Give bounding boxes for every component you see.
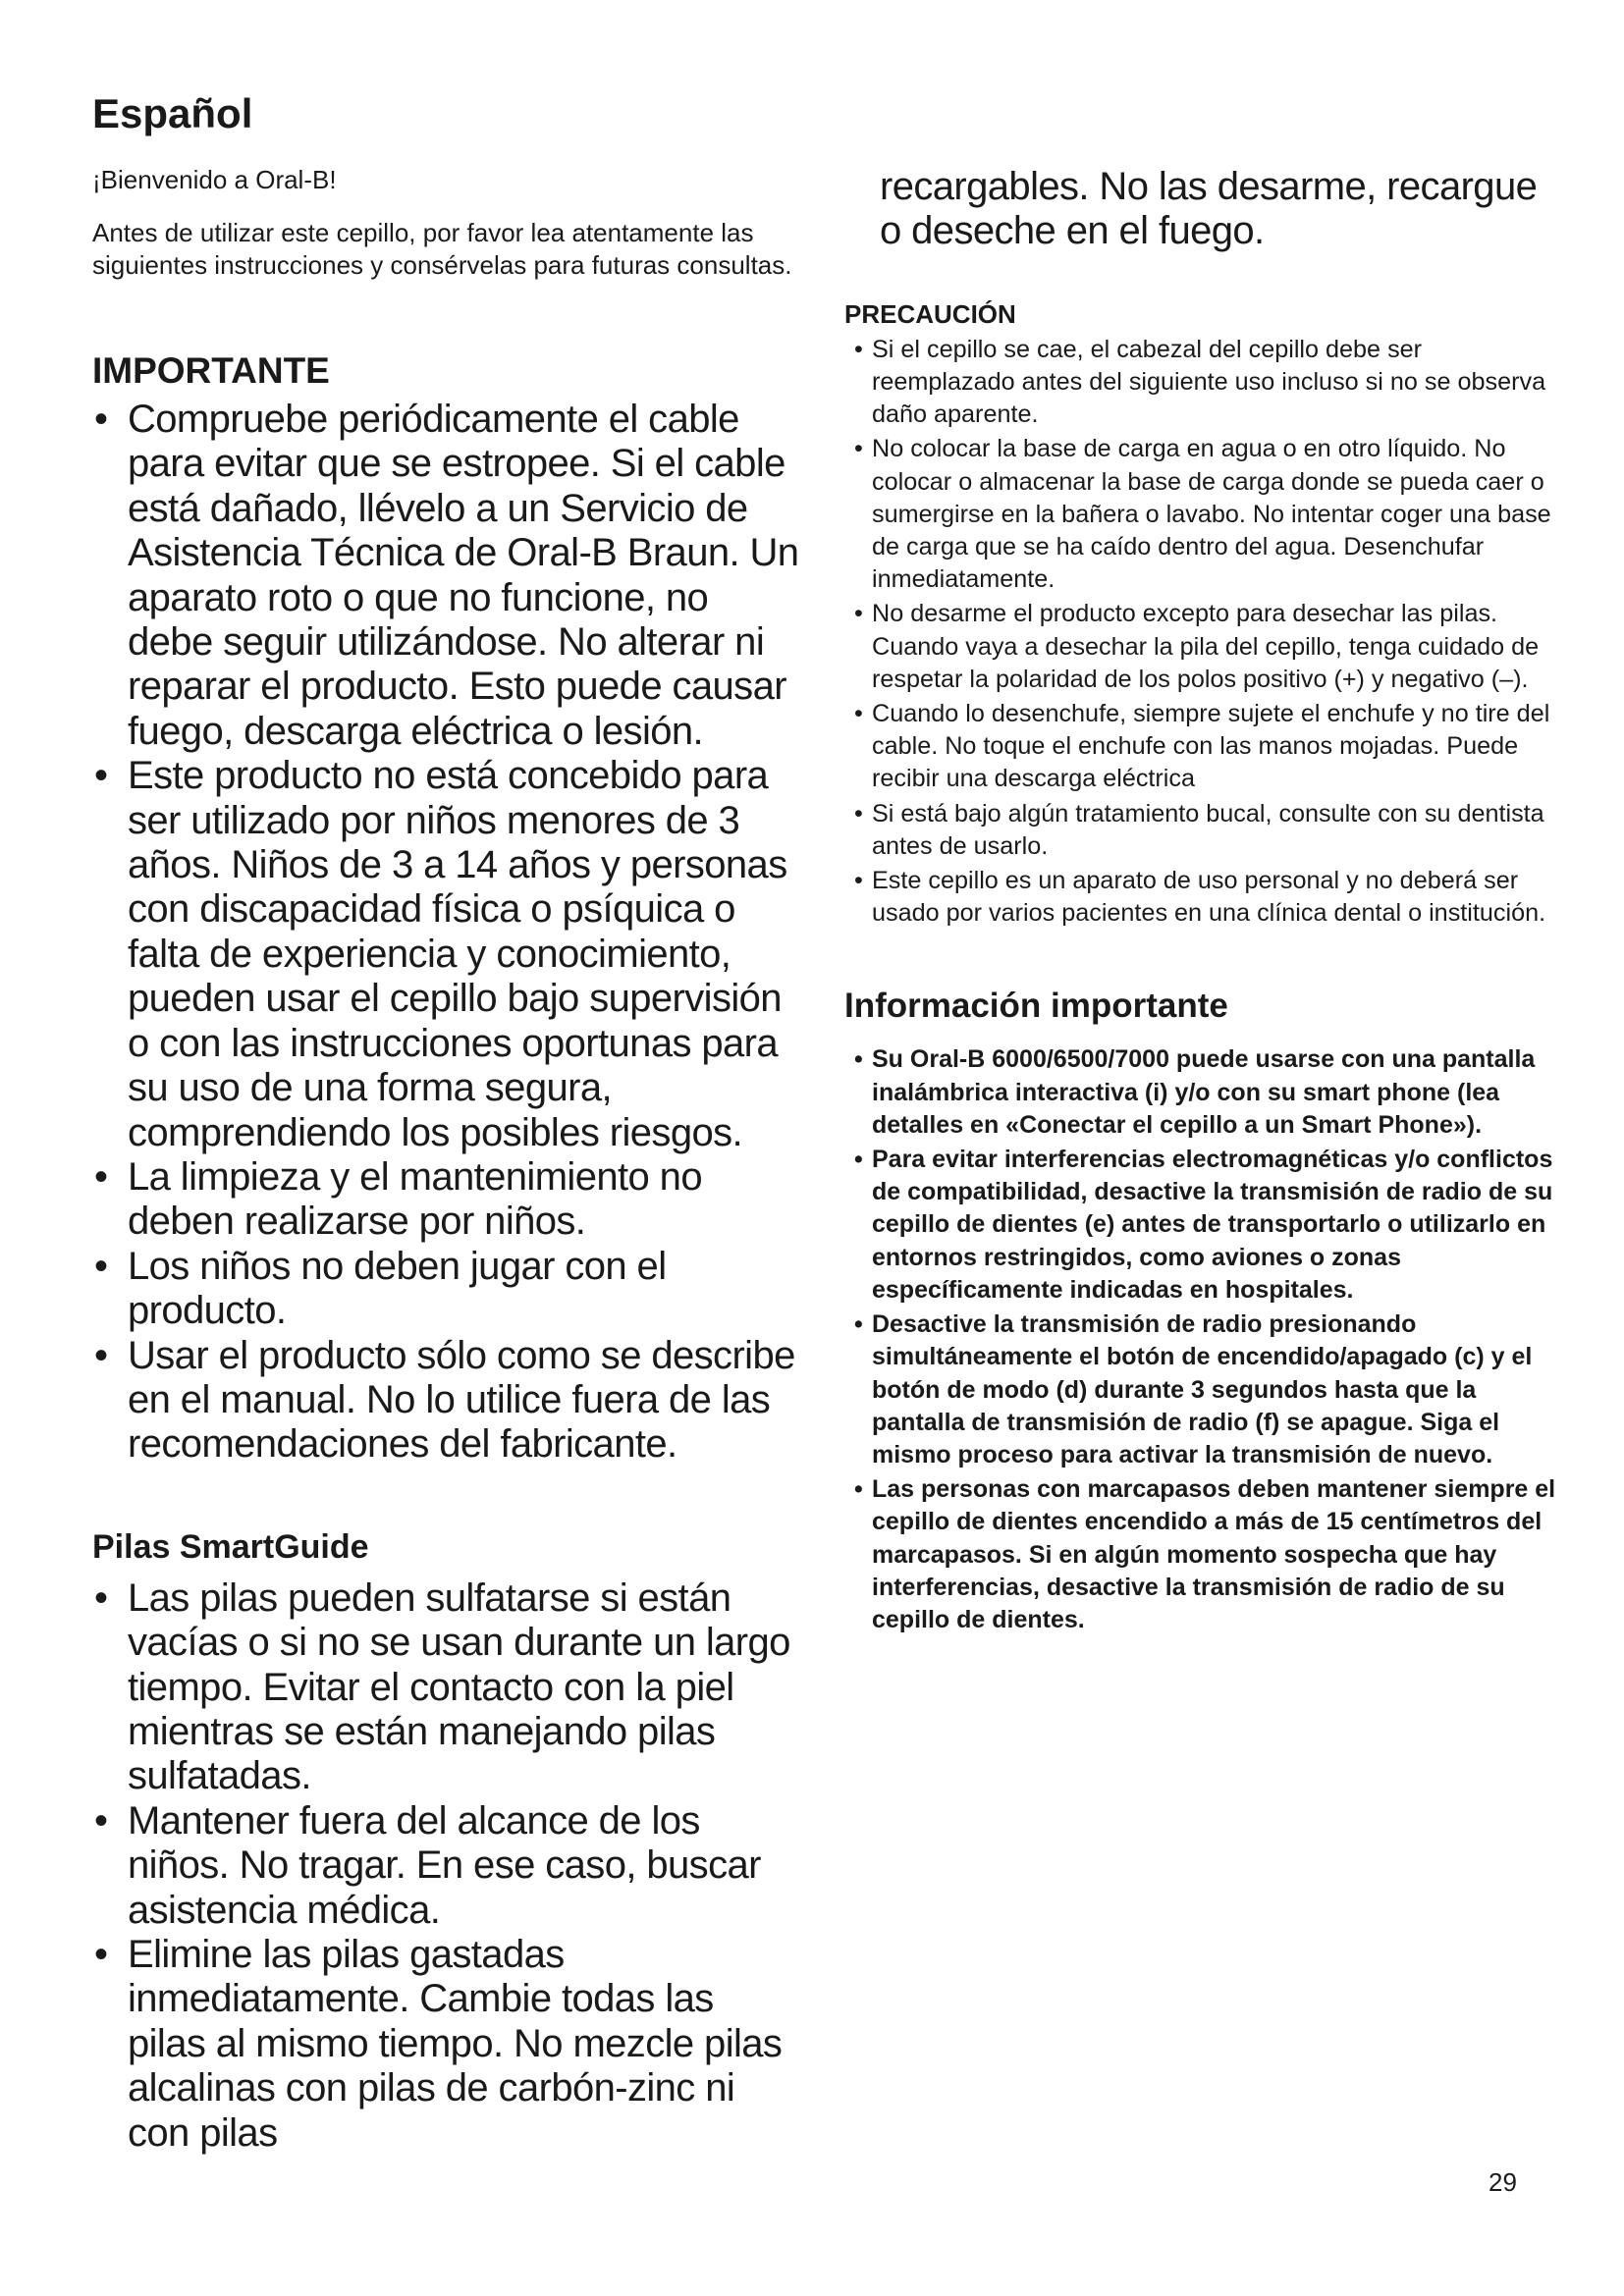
welcome-text: ¡Bienvenido a Oral-B!	[92, 165, 337, 194]
list-item: • Su Oral-B 6000/6500/7000 puede usarse con una pantalla inalámbrica interactiva (i) y/o con su smart phone (lea detalles en «Conectar el cepillo a un Smart Phone»).	[872, 1043, 1561, 1142]
list-item: • Este producto no está concebido para ser utilizado por niños menores de 3 años. Niños de 3 a 14 años y personas con discapacidad física o psíquica o falta de experiencia y conocimiento, pueden usar el cepillo bajo supervisión o con las instrucciones oportunas para su uso de una forma segura, comprendiendo los posibles riesgos.	[128, 754, 799, 1155]
pilas-continuation: recargables. No las desarme, recargue o deseche en el fuego.	[880, 165, 1538, 253]
list-item: • La limpieza y el mantenimiento no deben realizarse por niños.	[128, 1155, 799, 1245]
page-number: 29	[1489, 2167, 1517, 2197]
list-item: • Mantener fuera del alcance de los niños. No tragar. En ese caso, buscar asistencia médica.	[128, 1799, 799, 1933]
importante-heading: IMPORTANTE	[92, 350, 330, 391]
informacion-heading: Información importante	[844, 987, 1228, 1026]
list-item: • Las personas con marcapasos deben mantener siempre el cepillo de dientes encendido a más de 15 centímetros del marcapasos. Si en algún momento sospecha que hay interferencias, desactive la transmisión de radio de su cepillo de dientes.	[872, 1473, 1561, 1636]
list-item: • Elimine las pilas gastadas inmediatamente. Cambie todas las pilas al mismo tiempo. No mezcle pilas alcalinas con pilas de carbón-zinc ni con pilas	[128, 1933, 799, 2156]
list-item: • Para evitar interferencias electromagnéticas y/o conflictos de compatibilidad, desactive la transmisión de radio de su cepillo de dientes (e) antes de transportarlo o utilizarlo en entornos restringidos, como aviones o zonas específicamente indicadas en hospitales.	[872, 1144, 1561, 1307]
intro-text: Antes de utilizar este cepillo, por favor lea atentamente las siguientes instrucciones y consérvelas para futuras consultas.	[92, 218, 792, 280]
informacion-list	[844, 1043, 1561, 1636]
page-title: Español	[92, 90, 253, 136]
list-item: • Si está bajo algún tratamiento bucal, consulte con su dentista antes de usarlo.	[872, 798, 1561, 863]
list-item: • Desactive la transmisión de radio presionando simultáneamente el botón de encendido/apagado (c) y el botón de modo (d) durante 3 segundos hasta que la pantalla de transmisión de radio (f) se apague. Siga el mismo proceso para activar la transmisión de nuevo.	[872, 1308, 1561, 1471]
list-item: • Los niños no deben jugar con el producto.	[128, 1245, 799, 1334]
list-item: • Si el cepillo se cae, el cabezal del cepillo debe ser reemplazado antes del siguiente uso incluso si no se observa daño aparente.	[872, 334, 1561, 432]
list-item: • Este cepillo es un aparato de uso personal y no deberá ser usado por varios pacientes en una clínica dental o institución.	[872, 865, 1561, 930]
right-column	[844, 165, 1561, 1638]
list-item: • Las pilas pueden sulfatarse si están vacías o si no se usan durante un largo tiempo. Evitar el contacto con la piel mientras se están manejando pilas sulfatadas.	[128, 1576, 799, 1799]
list-item: • Usar el producto sólo como se describe en el manual. No lo utilice fuera de las recomendaciones del fabricante.	[128, 1334, 799, 1468]
list-item: • Compruebe periódicamente el cable para evitar que se estropee. Si el cable está dañado, llévelo a un Servicio de Asistencia Técnica de Oral-B Braun. Un aparato roto o que no funcione, no debe seguir utilizándose. No alterar ni reparar el producto. Esto puede causar fuego, descarga eléctrica o lesión.	[128, 398, 799, 754]
pilas-list	[92, 1576, 799, 2156]
left-column	[92, 165, 799, 2156]
precaucion-heading: PRECAUCIÓN	[844, 298, 1016, 329]
list-item: • No colocar la base de carga en agua o en otro líquido. No colocar o almacenar la base de carga donde se pueda caer o sumergirse en la bañera o lavabo. No intentar coger una base de carga que se ha caído dentro del agua. Desenchufar inmediatamente.	[872, 433, 1561, 596]
pilas-heading: Pilas SmartGuide	[92, 1527, 369, 1566]
precaucion-list	[844, 334, 1561, 931]
importante-list	[92, 398, 799, 1468]
list-item: • Cuando lo desenchufe, siempre sujete el enchufe y no tire del cable. No toque el enchufe con las manos mojadas. Puede recibir una descarga eléctrica	[872, 698, 1561, 796]
list-item: • No desarme el producto excepto para desechar las pilas. Cuando vaya a desechar la pila del cepillo, tenga cuidado de respetar la polaridad de los polos positivo (+) y negativo (–).	[872, 598, 1561, 696]
